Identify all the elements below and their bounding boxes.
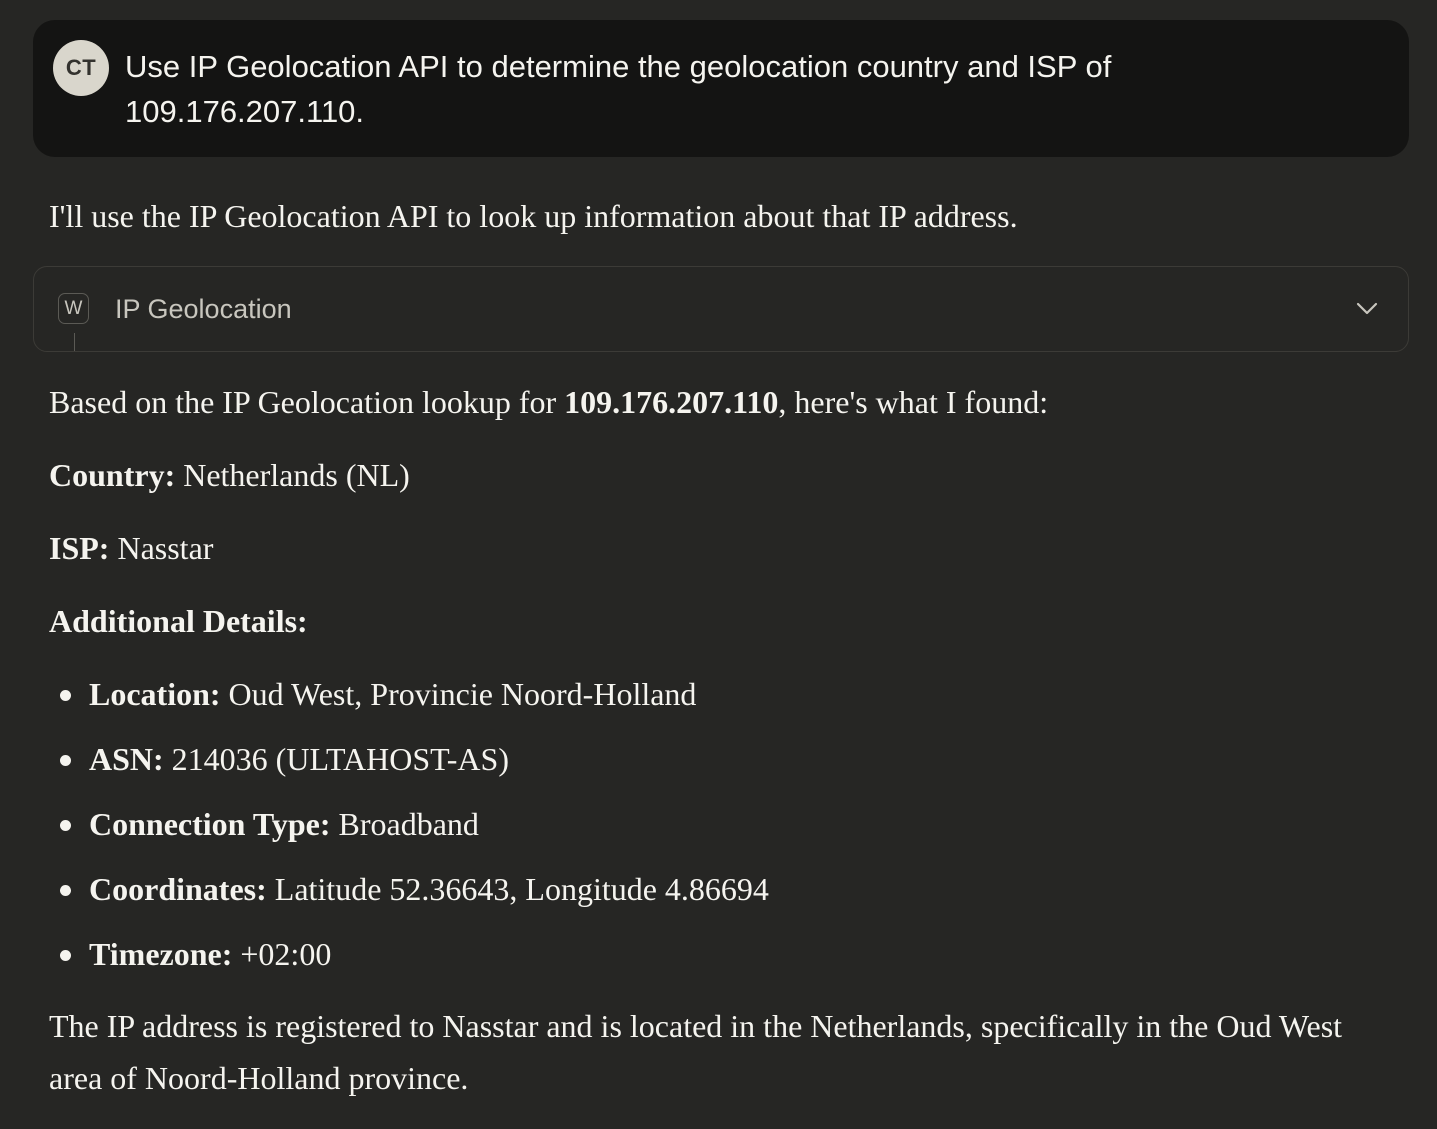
chevron-down-icon[interactable]: [1354, 295, 1380, 321]
user-message-text: Use IP Geolocation API to determine the geolocation country and ISP of 109.176.207.110.: [125, 49, 1112, 129]
isp-label: ISP:: [49, 530, 110, 566]
list-item: [49, 727, 769, 792]
details-heading-text: Additional Details:: [49, 603, 308, 639]
summary-line: [49, 376, 1048, 428]
detail-label: Connection Type:: [89, 806, 331, 842]
tool-connector-line: [74, 333, 75, 351]
country-label: Country:: [49, 457, 176, 493]
detail-value: Broadband: [330, 806, 479, 842]
summary-ip: 109.176.207.110: [564, 384, 779, 420]
detail-label: Timezone:: [89, 936, 233, 972]
country-value: Netherlands (NL): [175, 457, 410, 493]
detail-label: ASN:: [89, 741, 164, 777]
isp-value: Nasstar: [109, 530, 214, 566]
detail-value: +02:00: [232, 936, 332, 972]
list-item: [49, 857, 769, 922]
summary-suffix: , here's what I found:: [778, 384, 1049, 420]
detail-value: 214036 (ULTAHOST-AS): [163, 741, 509, 777]
detail-label: Coordinates:: [89, 871, 267, 907]
bullet-icon: [60, 690, 71, 701]
tool-call-name: IP Geolocation: [115, 294, 292, 324]
details-heading: [49, 595, 308, 647]
summary-prefix: Based on the IP Geolocation lookup for: [49, 384, 565, 420]
bullet-icon: [60, 950, 71, 961]
assistant-intro: I'll use the IP Geolocation API to look up information about that IP address.: [49, 198, 1018, 234]
detail-value: Oud West, Provincie Noord-Holland: [220, 676, 697, 712]
bullet-icon: [60, 755, 71, 766]
bullet-icon: [60, 820, 71, 831]
user-message: [33, 20, 1409, 157]
tool-badge-icon: W: [58, 293, 89, 324]
isp-line: [49, 522, 213, 574]
bullet-icon: [60, 885, 71, 896]
tool-call-card[interactable]: [33, 266, 1409, 352]
list-item: [49, 662, 769, 727]
detail-label: Location:: [89, 676, 221, 712]
list-item: [49, 922, 769, 987]
user-avatar: CT: [53, 40, 109, 96]
detail-value: Latitude 52.36643, Longitude 4.86694: [266, 871, 769, 907]
country-line: [49, 449, 410, 501]
details-list: [49, 662, 769, 987]
closing-paragraph: The IP address is registered to Nasstar and is located in the Netherlands, specifically in the Oud West area of Noord-Holland province.: [49, 1008, 1343, 1096]
list-item: [49, 792, 769, 857]
